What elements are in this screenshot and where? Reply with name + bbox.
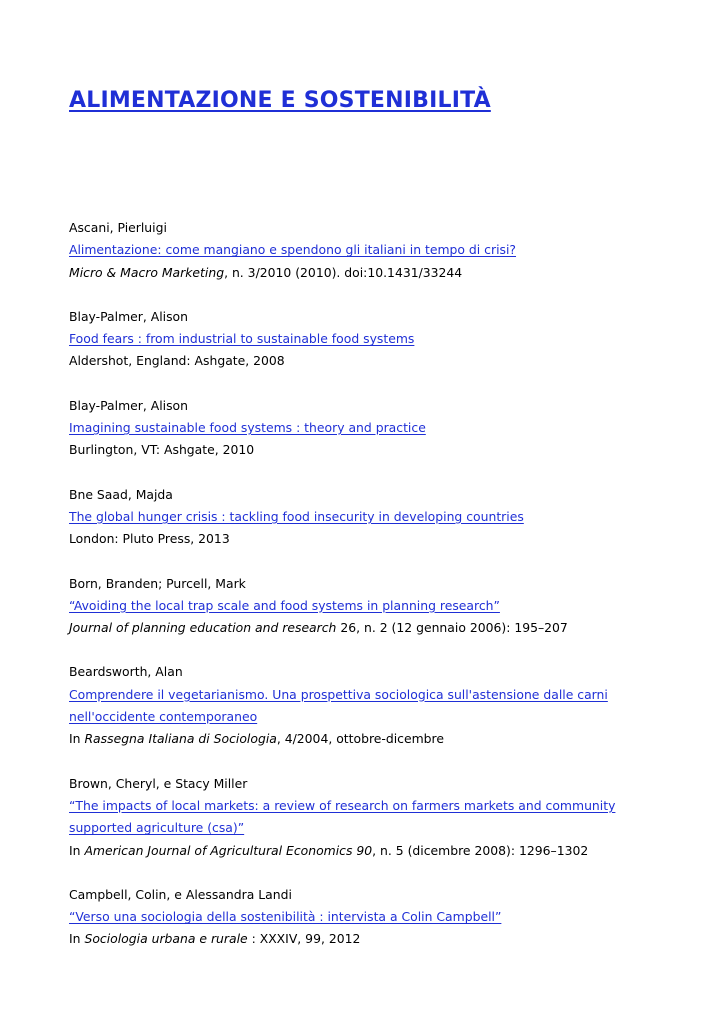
entry-title-link[interactable]: “The impacts of local markets: a review of research on farmers markets and community	[69, 797, 616, 813]
publication-details: , n. 5 (dicembre 2008): 1296–1302	[372, 842, 589, 858]
entry-publication	[69, 350, 669, 372]
publication-details: , 4/2004, ottobre-dicembre	[276, 731, 444, 747]
entry-author: Beardsworth, Alan	[69, 664, 183, 680]
publication-source: Journal of planning education and research	[69, 620, 337, 636]
entry-publication	[69, 840, 669, 862]
publication-prefix: Aldershot, England: Ashgate, 2008	[69, 353, 285, 369]
entry-author: Campbell, Colin, e Alessandra Landi	[69, 886, 292, 902]
entry-author: Born, Branden; Purcell, Mark	[69, 575, 246, 591]
publication-details: , n. 3/2010 (2010). doi:10.1431/33244	[224, 264, 463, 280]
publication-prefix: In	[69, 842, 85, 858]
page-title[interactable]: ALIMENTAZIONE E SOSTENIBILITÀ	[69, 88, 491, 113]
publication-details: 26, n. 2 (12 gennaio 2006): 195–207	[336, 620, 568, 636]
bibliography-entry	[69, 573, 669, 640]
bibliography-entry	[69, 661, 669, 750]
entry-author: Brown, Cheryl, e Stacy Miller	[69, 775, 248, 791]
publication-prefix: In	[69, 731, 85, 747]
entry-author: Blay-Palmer, Alison	[69, 397, 188, 413]
entry-title-link[interactable]: Comprendere il vegetarianismo. Una prospettiva sociologica sull'astensione dalle carni	[69, 686, 608, 702]
bibliography-entry	[69, 773, 669, 862]
entry-title-link[interactable]: supported agriculture (csa)”	[69, 820, 245, 836]
entry-author: Ascani, Pierluigi	[69, 220, 167, 235]
entry-title-link[interactable]: Imagining sustainable food systems : theory and practice	[69, 420, 426, 436]
entry-author: Blay-Palmer, Alison	[69, 308, 188, 324]
entry-title-link[interactable]: Food fears : from industrial to sustainable food systems	[69, 331, 415, 347]
bibliography-entry	[69, 217, 669, 284]
publication-source: American Journal of Agricultural Economics 90	[84, 842, 373, 858]
publication-details: : XXXIV, 99, 2012	[247, 931, 361, 947]
entry-publication	[69, 728, 669, 750]
bibliography-entry	[69, 395, 669, 462]
publication-source: Rassegna Italiana di Sociologia	[84, 731, 277, 747]
entry-title-link[interactable]: Alimentazione: come mangiano e spendono gli italiani in tempo di crisi?	[69, 242, 517, 258]
publication-source: Sociologia urbana e rurale	[84, 931, 248, 947]
entry-author: Bne Saad, Majda	[69, 486, 173, 502]
entry-title-link[interactable]: nell'occidente contemporaneo	[69, 709, 258, 725]
entry-publication	[69, 617, 669, 639]
publication-prefix: Burlington, VT: Ashgate, 2010	[69, 442, 255, 458]
entry-publication	[69, 928, 669, 950]
bibliography-entry	[69, 484, 669, 551]
entry-title-link[interactable]: “Verso una sociologia della sostenibilità : intervista a Colin Campbell”	[69, 909, 502, 925]
entry-title-link[interactable]: The global hunger crisis : tackling food insecurity in developing countries	[69, 508, 524, 524]
bibliography-entry	[69, 306, 669, 373]
entry-title-link[interactable]: “Avoiding the local trap scale and food systems in planning research”	[69, 597, 500, 613]
publication-source: Micro & Macro Marketing	[69, 264, 225, 280]
publication-prefix: London: Pluto Press, 2013	[69, 531, 230, 547]
publication-prefix: In	[69, 931, 85, 947]
entry-publication	[69, 439, 669, 461]
entry-publication	[69, 262, 669, 284]
bibliography-list	[69, 217, 669, 973]
entry-publication	[69, 528, 669, 550]
bibliography-entry	[69, 884, 669, 951]
